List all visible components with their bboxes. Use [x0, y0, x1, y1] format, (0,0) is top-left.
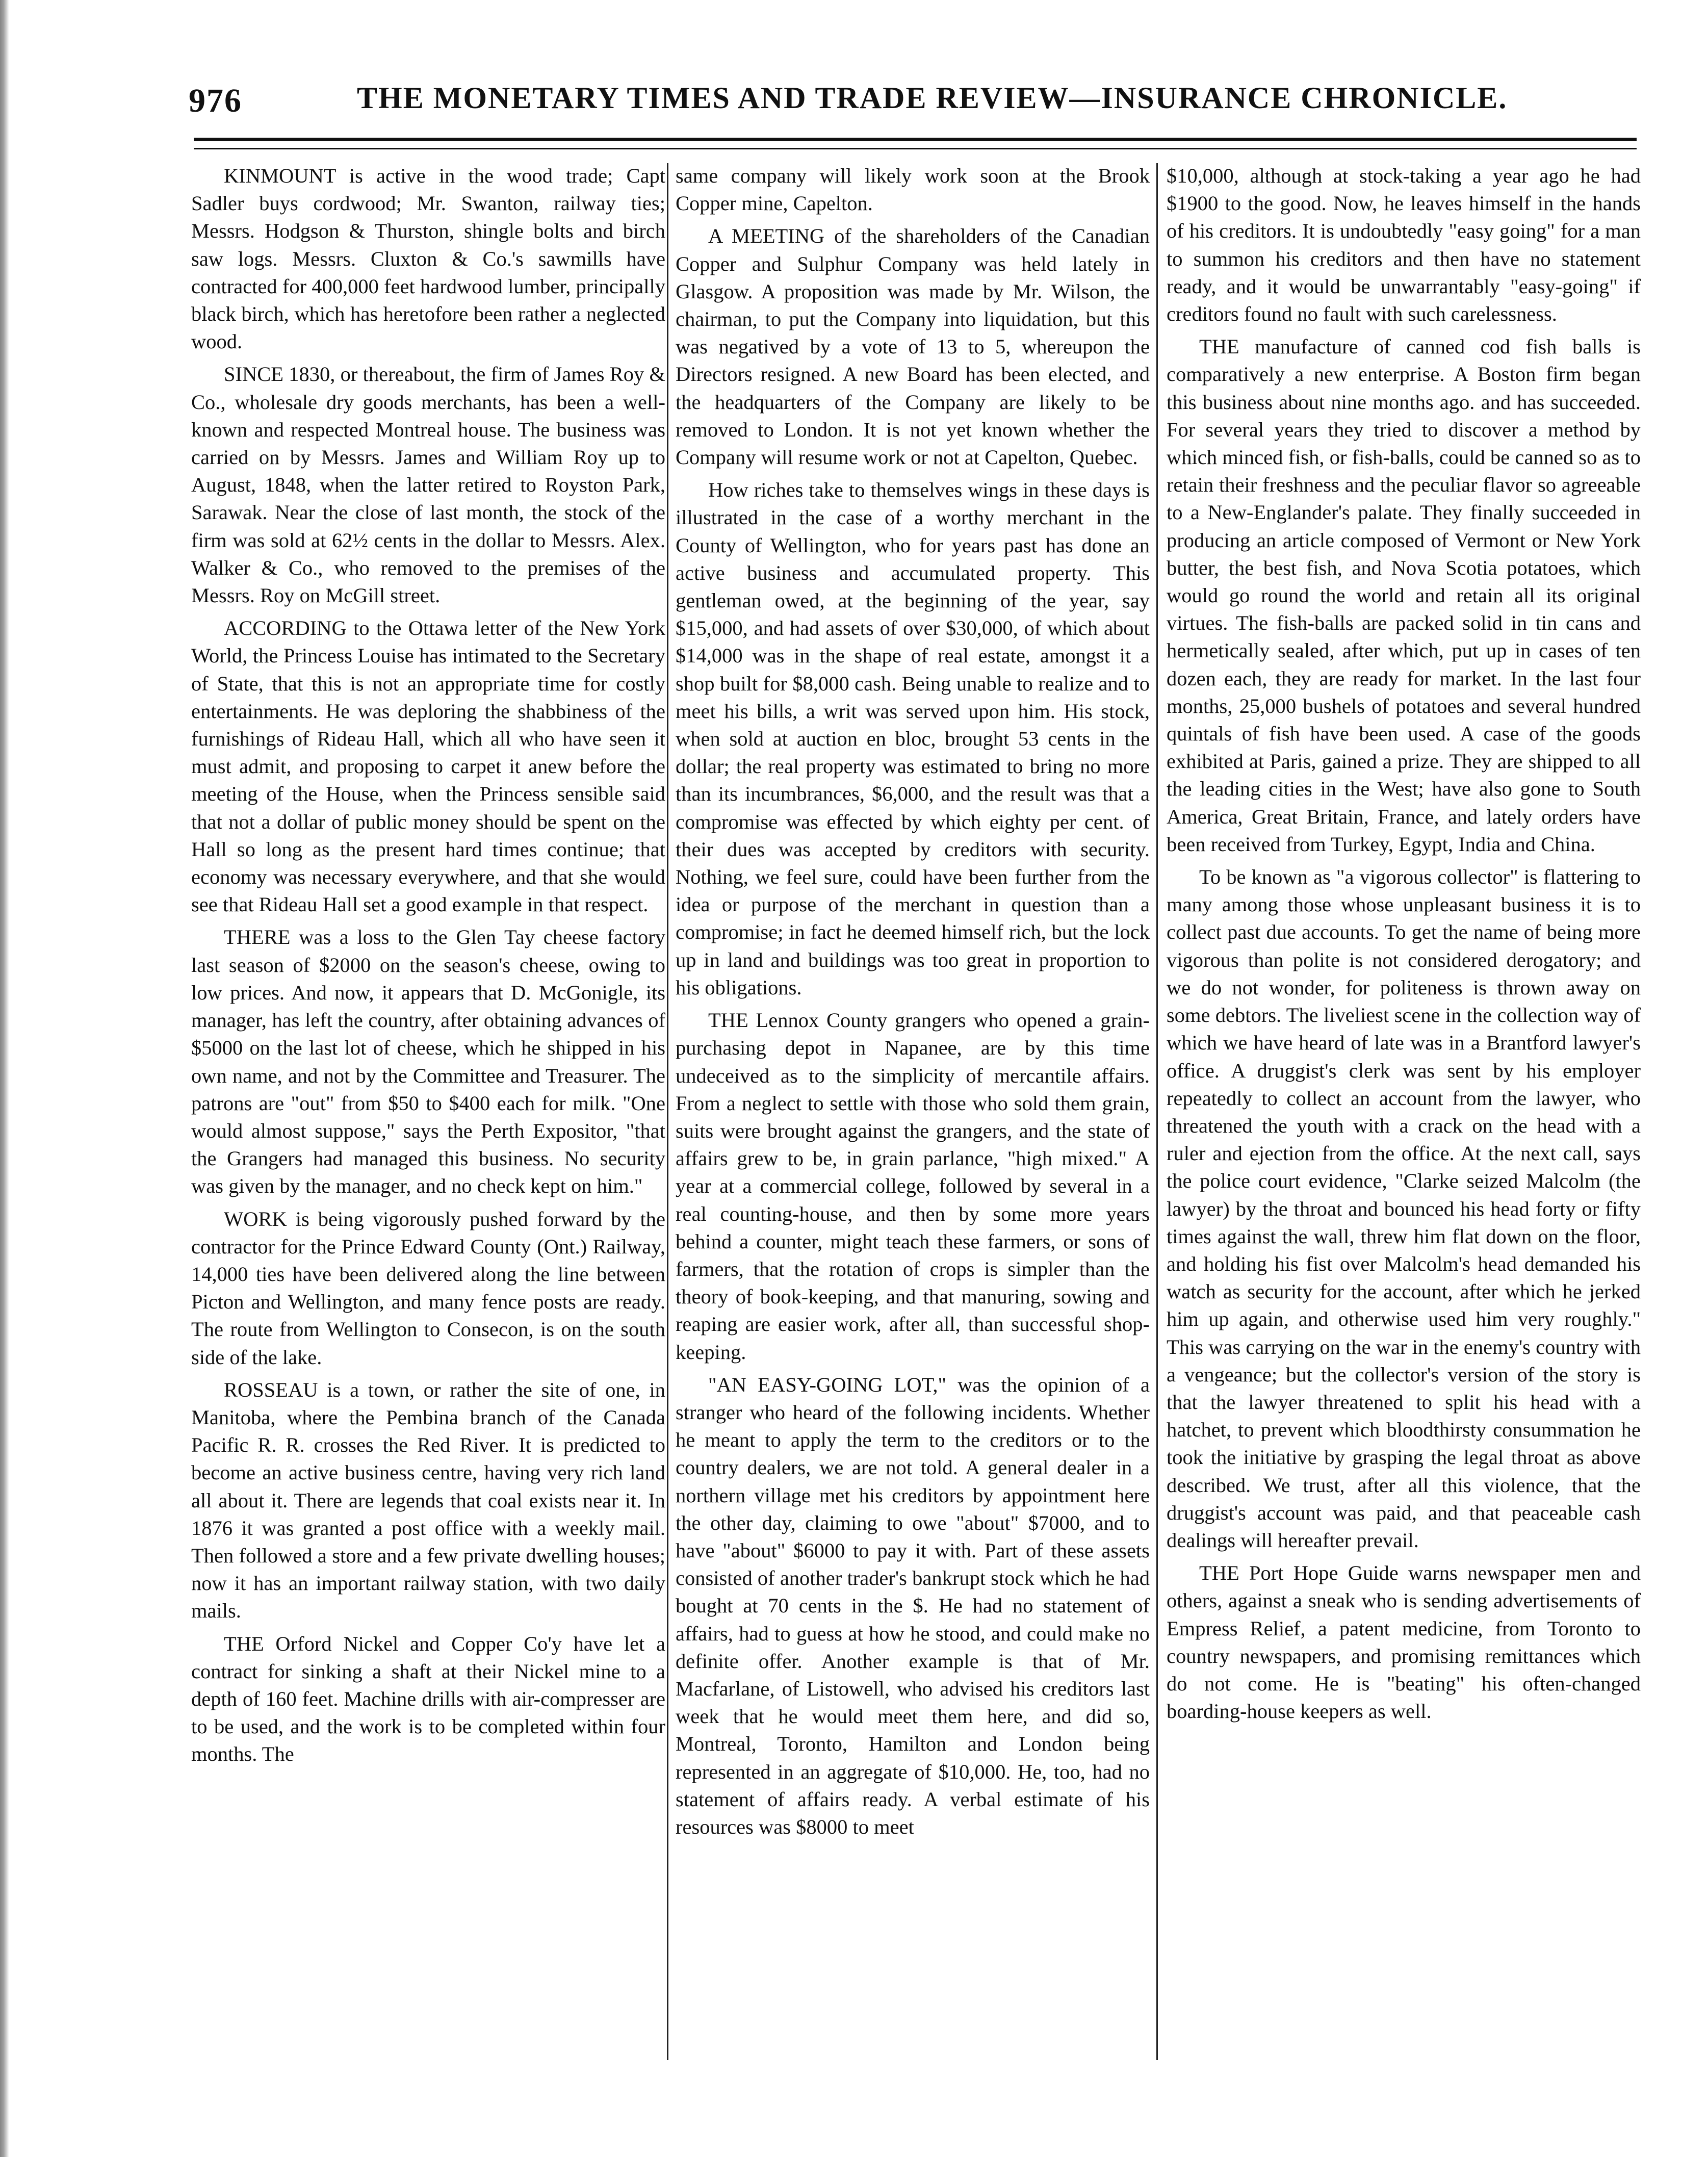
article-kinmount: KINMOUNT is active in the wood trade; Capt Sadler buys cordwood; Mr. Swanton, railway ties; Messrs. Hodgson & Thurston, shingle bolts and birch saw logs. Messrs. Cluxton & Co.'s sawmills have contracted for 400,000 feet hardwood lumber, principally black birch, which has heretofore been rather a neglected wood. [191, 164, 665, 353]
article-james-roy: SINCE 1830, or thereabout, the firm of James Roy & Co., wholesale dry goods merchants, has been a well-known and respected Montreal house. The business was carried on by Messrs. James and William Roy up to August, 1848, when the latter retired to Royston Park, Sarawak. Near the close of last month, the stock of the firm was sold at 62½ cents in the dollar to Messrs. Alex. Walker & Co., who removed to the premises of the Messrs. Roy on McGill street. [191, 363, 665, 607]
article-rosseau: ROSSEAU is a town, or rather the site of one, in Manitoba, where the Pembina branch of the Canada Pacific R. R. crosses the Red River. It is predicted to become an active business centre, having very rich land all about it. There are legends that coal exists near it. In 1876 it was granted a post office with a weekly mail. Then followed a store and a few private dwelling houses; now it has an important railway station, with two daily mails. [191, 1378, 665, 1623]
article-vigorous-collector: To be known as "a vigorous collector" is flattering to many among those whose unpleasant business it is to collect past due accounts. To get the name of being more vigorous than polite is not considered derogatory; and we do not wonder, for politeness is thrown away on some debtors. The liveliest scene in the collection way of which we have heard of late was in a Brantford lawyer's office. A druggist's clerk was sent by his employer repeatedly to collect an account from the lawyer, who threatened the youth with a crack on the head with a ruler and ejection from the office. At the next call, says the police court evidence, "Clarke seized Malcolm (the lawyer) by the throat and bounced his head forty or fifty times against the wall, threw him flat down on the floor, and holding his fist over Malcolm's head demanded his watch as security for the account, after which he jerked him up again, and otherwise used him very roughly." This was carrying on the war in the enemy's country with a vengeance; but the collector's version of the story is that the lawyer threatened to split his head with a hatchet, to prevent which bloodthirsty consummation he took the initiative by grasping the legal throat as above described. We trust, after all this violence, that the druggist's account was paid, and that peaceable cash dealings will hereafter prevail. [1167, 865, 1641, 1552]
article-orford-nickel: THE Orford Nickel and Copper Co'y have let a contract for sinking a shaft at their Nickel mine to a depth of 160 feet. Machine drills with air-compresser are to be used, and the work is to be completed within four months. The [191, 1632, 665, 1766]
page-header [189, 76, 1637, 133]
article-princess-louise: ACCORDING to the Ottawa letter of the New York World, the Princess Louise has intimated to the Secretary of State, that this is not an appropriate time for costly entertainments. He was deploring the shabbiness of the furnishings of Rideau Hall, which all who have seen it must admit, and proposing to carpet it anew before the meeting of the House, when the Princess sensible said that not a dollar of public money should be spent on the Hall so long as the present hard times continue; that economy was necessary everywhere, and that she would see that Rideau Hall set a good example in that respect. [191, 617, 665, 916]
article-riches-wings: How riches take to themselves wings in these days is illustrated in the case of a worthy merchant in the County of Wellington, who for years past has done an active business and accumulated property. This gentleman owed, at the beginning of the year, say $15,000, and had assets of over $30,000, of which about $14,000 was in the shape of real estate, amongst it a shop built for $8,000 cash. Being unable to realize and to meet his bills, a writ was served upon him. His stock, when sold at auction en bloc, brought 53 cents in the dollar; the real property was estimated to bring no more than its incumbrances, $6,000, and the result was that a compromise was effected by which eighty per cent. of their dues was accepted by creditors with security. Nothing, we feel sure, could have been further from the idea or purpose of the merchant in question than a compromise; in fact he deemed himself rich, but the lock up in land and buildings was too great in proportion to his obligations. [676, 478, 1150, 999]
scan-edge-shadow [0, 0, 9, 2157]
article-glen-tay-cheese: THERE was a loss to the Glen Tay cheese factory last season of $2000 on the season's cheese, owing to low prices. And now, it appears that D. McGonigle, its manager, has left the country, after obtaining advances of $5000 on the last lot of cheese, which he shipped in his own name, and not by the Committee and Treasurer. The patrons are "out" from $50 to $400 each for milk. "One would almost suppose," says the Perth Expositor, "that the Grangers had managed this business. No security was given by the manager, and no check kept on him." [191, 926, 665, 1198]
article-port-hope-guide: THE Port Hope Guide warns newspaper men and others, against a sneak who is sending advertisements of Empress Relief, a patent medicine, from Toronto to country newspapers, and promising remittances which do not come. He is "beating" his often-changed boarding-house keepers as well. [1167, 1561, 1641, 1723]
article-canned-cod-fish-balls: THE manufacture of canned cod fish balls is comparatively a new enterprise. A Boston firm began this business about nine months ago. and has succeeded. For several years they tried to discover a method by which minced fish, or fish-balls, could be canned so as to retain their freshness and the peculiar flavor so agreeable to a New-Englander's palate. They finally succeeded in producing an article composed of Vermont or New York butter, the best fish, and Nova Scotia potatoes, which would go round the world and retain all its original virtues. The fish-balls are packed solid in tin cans and hermetically sealed, after which, put up in cases of ten dozen each, they are ready for market. In the last four months, 25,000 bushels of potatoes and several hundred quintals of fish have been used. A case of the goods exhibited at Paris, gained a prize. They are shipped to all the leading cities in the West; have also gone to South America, Great Britain, France, and lately orders have been received from Turkey, Egypt, India and China. [1167, 335, 1641, 856]
masthead-title: THE MONETARY TIMES AND TRADE REVIEW—INSURANCE CHRONICLE. [357, 81, 1508, 115]
column-divider-1 [667, 163, 668, 2060]
page-number: 976 [189, 82, 242, 119]
column-divider-2 [1156, 163, 1158, 2060]
column-3 [1167, 162, 1641, 2100]
header-rule-thin [194, 148, 1637, 149]
column-1 [191, 162, 665, 2100]
header-rule-thick [194, 138, 1637, 141]
article-canadian-copper: A MEETING of the shareholders of the Canadian Copper and Sulphur Company was held lately in Glasgow. A proposition was made by Mr. Wilson, the chairman, to put the Company into liquidation, but this was negatived by a vote of 13 to 5, whereupon the Directors resigned. A new Board has been elected, and the headquarters of the Company are likely to be removed to London. It is not yet known whether the Company will resume work or not at Capelton, Quebec. [676, 224, 1150, 469]
article-easy-going-lot: "AN EASY-GOING LOT," was the opinion of a stranger who heard of the following incidents. Whether he meant to apply the term to the creditors or to the country dealers, we are not told. A general dealer in a northern village met his creditors by appointment here the other day, claiming to owe "about" $7000, and to have "about" $6000 to pay it with. Part of these assets consisted of another trader's bankrupt stock which he had bought at 70 cents in the $. He had no statement of affairs, had to guess at how he stood, and could make no definite offer. Another example is that of Mr. Macfarlane, of Listowell, who advised his creditors last week that he would meet them here, and did so, Montreal, Toronto, Hamilton and London being represented in an aggregate of $10,000. He, too, had no statement of affairs ready. A verbal estimate of his resources was $8000 to meet [676, 1373, 1150, 1838]
article-easy-going-lot-continued: $10,000, although at stock-taking a year ago he had $1900 to the good. Now, he leaves himself in the hands of his creditors. It is undoubtedly "easy going" for a man to summon his creditors and then have no statement ready, and it would be unwarrantably "easy-going" if creditors found no fault with such carelessness. [1167, 164, 1641, 326]
column-2 [676, 162, 1150, 2100]
article-orford-nickel-continued: same company will likely work soon at the Brook Copper mine, Capelton. [676, 164, 1150, 215]
article-lennox-grangers: THE Lennox County grangers who opened a grain-purchasing depot in Napanee, are by this time undeceived as to the simplicity of mercantile affairs. From a neglect to settle with those who sold them grain, suits were brought against the grangers, and the state of affairs grew to be, in grain parlance, "high mixed." A year at a commercial college, followed by several in a real counting-house, and then by some more years behind a counter, might teach these farmers, or sons of farmers, that the rotation of crops is simpler than the theory of book-keeping, and that manuring, sowing and reaping are easier work, after all, than successful shop-keeping. [676, 1009, 1150, 1364]
article-prince-edward-railway: WORK is being vigorously pushed forward by the contractor for the Prince Edward County (Ont.) Railway, 14,000 ties have been delivered along the line between Picton and Wellington, and many fence posts are ready. The route from Wellington to Consecon, is on the south side of the lake. [191, 1207, 665, 1369]
